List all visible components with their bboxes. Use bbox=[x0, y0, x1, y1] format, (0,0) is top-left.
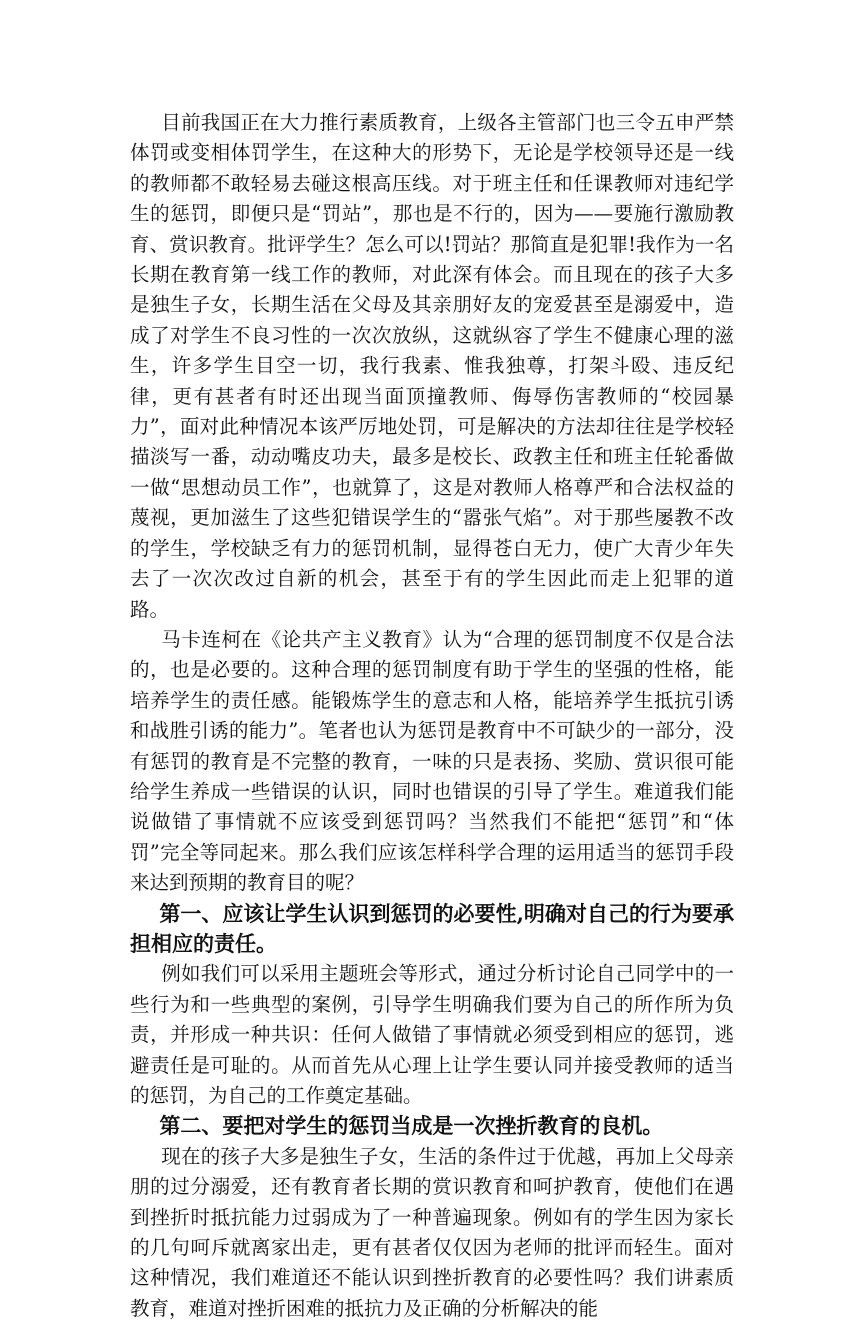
paragraph-intro: 目前我国正在大力推行素质教育，上级各主管部门也三令五申严禁体罚或变相体罚学生，在这种大的形势下，无论是学校领导还是一线的教师都不敢轻易去碰这根高压线。对于班主任和任课教师对违纪学生的惩罚，即便只是“罚站”，那也是不行的，因为——要施行激励教育、赏识教育。批评学生？怎么可以!罚站？那简直是犯罪!我作为一名长期在教育第一线工作的教师，对此深有体会。而且现在的孩子大多是独生子女，长期生活在父母及其亲朋好友的宠爱甚至是溺爱中，造成了对学生不良习性的一次次放纵，这就纵容了学生不健康心理的滋生，许多学生目空一切，我行我素、惟我独尊，打架斗殴、违反纪律，更有甚者有时还出现当面顶撞教师、侮辱伤害教师的“校园暴力”，面对此种情况本该严厉地处罚，可是解决的方法却往往是学校轻描淡写一番，动动嘴皮功夫，最多是校长、政教主任和班主任轮番做一做“思想动员工作”，也就算了，这是对教师人格尊严和合法权益的蔑视，更加滋生了这些犯错误学生的“嚣张气焰”。对于那些屡教不改的学生，学校缺乏有力的惩罚机制，显得苍白无力，使广大青少年失去了一次次改过自新的机会，甚至于有的学生因此而走上犯罪的道路。 bbox=[130, 111, 734, 621]
paragraph-makarenko: 马卡连柯在《论共产主义教育》认为“合理的惩罚制度不仅是合法的，也是必要的。这种合理的惩罚制度有助于学生的坚强的性格，能培养学生的责任感。能锻炼学生的意志和人格，能培养学生抵抗引诱和战胜引诱的能力”。笔者也认为惩罚是教育中不可缺少的一部分，没有惩罚的教育是不完整的教育，一味的只是表扬、奖励、赏识很可能给学生养成一些错误的认识，同时也错误的引导了学生。难道我们能说做错了事情就不应该受到惩罚吗？当然我们不能把“惩罚”和“体罚”完全等同起来。那么我们应该怎样科学合理的运用适当的惩罚手段来达到预期的教育目的呢？ bbox=[130, 627, 734, 895]
paragraph-section-2: 现在的孩子大多是独生子女，生活的条件过于优越，再加上父母亲朋的过分溺爱，还有教育者长期的赏识教育和呵护教育，使他们在遇到挫折时抵抗能力过弱成为了一种普遍现象。例如有的学生因为家长的几句呵斥就离家出走，更有甚者仅仅因为老师的批评而轻生。面对这种情况，我们难道还不能认识到挫折教育的必要性吗？我们讲素质教育，难道对挫折困难的抵抗力及正确的分析解决的能 bbox=[130, 1144, 734, 1320]
section-heading-2: 第二、要把对学生的惩罚当成是一次挫折教育的良机。 bbox=[159, 1113, 664, 1139]
paragraph-section-1: 例如我们可以采用主题班会等形式，通过分析讨论自己同学中的一些行为和一些典型的案例，引导学生明确我们要为自己的所作所为负责，并形成一种共识：任何人做错了事情就必须受到相应的惩罚，逃避责任是可耻的。从而首先从心理上让学生要认同并接受教师的适当的惩罚，为自己的工作奠定基础。 bbox=[130, 962, 734, 1107]
section-heading-1: 第一、应该让学生认识到惩罚的必要性,明确对自己的行为要承担相应的责任。 bbox=[130, 900, 734, 956]
document-page bbox=[130, 108, 734, 1324]
